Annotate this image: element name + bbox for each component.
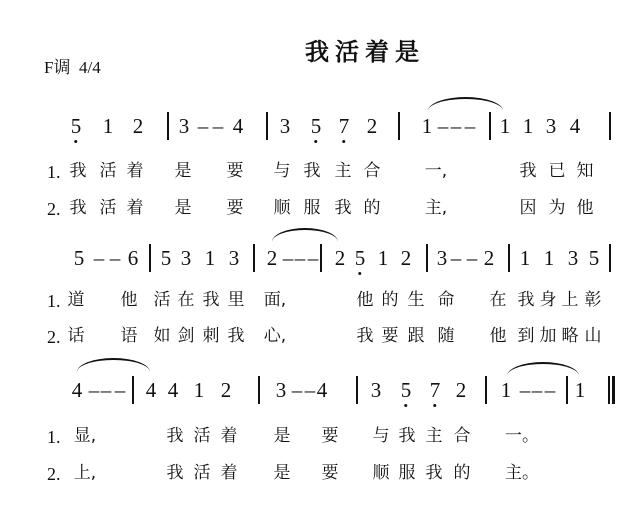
note: 1: [500, 378, 512, 402]
barline: [489, 112, 491, 140]
barline: [320, 244, 322, 272]
lyric-syllable: 活: [99, 198, 117, 218]
note: 7: [430, 380, 441, 401]
lyric-syllable: 活: [193, 426, 211, 446]
extension-dash: –: [450, 114, 462, 138]
lower-octave-dot: [434, 404, 437, 407]
verse-number: 2.: [47, 327, 61, 347]
extension-dash: –: [291, 378, 303, 402]
lyric-syllable: 跟: [407, 326, 425, 346]
barline: [485, 376, 487, 404]
lyric-syllable: 着: [126, 198, 144, 218]
barline: [258, 376, 260, 404]
lyric-syllable: 的: [363, 198, 381, 218]
tie-arc: [77, 358, 150, 372]
extension-dash: –: [304, 378, 316, 402]
lyric-syllable: 身: [539, 290, 557, 310]
lyric-syllable: 着: [220, 426, 238, 446]
lower-octave-dot: [405, 404, 408, 407]
lyric-syllable: 是: [174, 161, 192, 181]
lyric-syllable: 我: [517, 290, 535, 310]
extension-dash: –: [93, 246, 105, 270]
lyric-syllable: 一,: [424, 161, 448, 181]
lyric-syllable: 略: [561, 326, 579, 346]
time-signature: 4/4: [78, 58, 101, 77]
note: 2: [132, 114, 144, 138]
note: 3: [228, 246, 240, 270]
lyric-syllable: 与: [273, 161, 291, 181]
lyric-syllable: 为: [548, 198, 566, 218]
lyric-syllable: 合: [453, 426, 471, 446]
note: 3: [178, 114, 190, 138]
lyric-syllable: 里: [227, 290, 245, 310]
lyric-syllable: 主: [334, 161, 352, 181]
note: 1: [519, 246, 531, 270]
lyric-syllable: 主: [425, 426, 443, 446]
lyric-syllable: 我: [356, 326, 374, 346]
lyric-syllable: 服: [303, 198, 321, 218]
lower-octave-dot: [343, 140, 346, 143]
lyric-syllable: 活: [153, 290, 171, 310]
note: 3: [275, 378, 287, 402]
barline: [609, 112, 611, 140]
lyric-syllable: 语: [120, 326, 138, 346]
note: 2: [400, 246, 412, 270]
lyric-syllable: 加: [539, 326, 557, 346]
note: 2: [266, 246, 278, 270]
lyric-syllable: 我: [166, 426, 184, 446]
barline: [508, 244, 510, 272]
verse-number: 1.: [47, 427, 61, 447]
lyric-syllable: 显,: [73, 426, 97, 446]
extension-dash: –: [197, 114, 209, 138]
note: 3: [370, 378, 382, 402]
lyric-syllable: 他: [356, 290, 374, 310]
lyric-syllable: 他: [120, 290, 138, 310]
extension-dash: –: [114, 378, 126, 402]
note: 5: [311, 116, 322, 137]
lyric-syllable: 上: [561, 290, 579, 310]
lyric-syllable: 他: [576, 198, 594, 218]
verse-number: 1.: [47, 162, 61, 182]
tie-arc: [428, 97, 503, 111]
lyric-syllable: 要: [381, 326, 399, 346]
lyric-syllable: 顺: [273, 198, 291, 218]
lyric-syllable: 顺: [372, 463, 390, 483]
note: 4: [145, 378, 157, 402]
lyric-syllable: 我: [303, 161, 321, 181]
lower-octave-dot: [75, 140, 78, 143]
lyric-syllable: 我: [69, 198, 87, 218]
note: 4: [71, 378, 83, 402]
barline: [253, 244, 255, 272]
note: 4: [316, 378, 328, 402]
lyric-syllable: 要: [321, 426, 339, 446]
lyric-syllable: 主。: [505, 463, 539, 483]
note: 7: [339, 116, 350, 137]
barline: [167, 112, 169, 140]
barline: [566, 376, 568, 404]
lyric-syllable: 着: [126, 161, 144, 181]
lyric-syllable: 活: [99, 161, 117, 181]
note: 5: [160, 246, 172, 270]
lyric-syllable: 的: [453, 463, 471, 483]
lyric-syllable: 道: [67, 290, 85, 310]
note: 5: [355, 248, 366, 269]
lyric-syllable: 生: [407, 290, 425, 310]
extension-dash: –: [519, 378, 531, 402]
key-signature: F调: [44, 58, 71, 77]
final-barline: [608, 376, 610, 404]
lyric-syllable: 因: [519, 198, 537, 218]
note: 5: [588, 246, 600, 270]
tie-arc: [507, 362, 579, 376]
lyric-syllable: 到: [517, 326, 535, 346]
lyric-syllable: 剑: [177, 326, 195, 346]
extension-dash: –: [100, 378, 112, 402]
lyric-syllable: 要: [321, 463, 339, 483]
barline: [398, 112, 400, 140]
barline: [266, 112, 268, 140]
lyric-syllable: 知: [576, 161, 594, 181]
lyric-syllable: 命: [437, 290, 455, 310]
extension-dash: –: [450, 246, 462, 270]
extension-dash: –: [466, 246, 478, 270]
note: 4: [167, 378, 179, 402]
lyric-syllable: 话: [67, 326, 85, 346]
note: 3: [436, 246, 448, 270]
lyric-syllable: 他: [489, 326, 507, 346]
note: 6: [127, 246, 139, 270]
lyric-syllable: 我: [519, 161, 537, 181]
lyric-syllable: 我: [334, 198, 352, 218]
lyric-syllable: 一。: [505, 426, 539, 446]
note: 1: [543, 246, 555, 270]
note: 2: [455, 378, 467, 402]
key-and-time-signature: [44, 53, 101, 78]
extension-dash: –: [282, 246, 294, 270]
barline: [149, 244, 151, 272]
lyric-syllable: 我: [166, 463, 184, 483]
verse-number: 2.: [47, 464, 61, 484]
lyric-syllable: 要: [226, 198, 244, 218]
lower-octave-dot: [359, 272, 362, 275]
barline: [426, 244, 428, 272]
final-barline-thick: [612, 376, 615, 404]
note: 1: [522, 114, 534, 138]
verse-number: 1.: [47, 291, 61, 311]
barline: [356, 376, 358, 404]
note: 1: [377, 246, 389, 270]
lyric-syllable: 刺: [202, 326, 220, 346]
note: 1: [574, 378, 586, 402]
lyric-syllable: 是: [174, 198, 192, 218]
note: 3: [545, 114, 557, 138]
extension-dash: –: [464, 114, 476, 138]
extension-dash: –: [531, 378, 543, 402]
lyric-syllable: 我: [398, 426, 416, 446]
note: 1: [204, 246, 216, 270]
barline: [132, 376, 134, 404]
lyric-syllable: 彰: [584, 290, 602, 310]
lyric-syllable: 活: [193, 463, 211, 483]
lyric-syllable: 服: [398, 463, 416, 483]
note: 1: [421, 114, 433, 138]
note: 1: [499, 114, 511, 138]
lyric-syllable: 上,: [73, 463, 97, 483]
lyric-syllable: 主,: [424, 198, 448, 218]
lyric-syllable: 的: [381, 290, 399, 310]
verse-number: 2.: [47, 199, 61, 219]
tie-arc: [272, 228, 338, 242]
lyric-syllable: 在: [489, 290, 507, 310]
note: 2: [220, 378, 232, 402]
note: 1: [193, 378, 205, 402]
extension-dash: –: [88, 378, 100, 402]
note: 3: [567, 246, 579, 270]
lyric-syllable: 与: [372, 426, 390, 446]
note: 2: [483, 246, 495, 270]
note: 5: [401, 380, 412, 401]
extension-dash: –: [294, 246, 306, 270]
lyric-syllable: 是: [273, 426, 291, 446]
lyric-syllable: 已: [548, 161, 566, 181]
lyric-syllable: 我: [202, 290, 220, 310]
lyric-syllable: 我: [227, 326, 245, 346]
note: 3: [279, 114, 291, 138]
song-title: 我活着是: [305, 38, 425, 66]
lyric-syllable: 我: [425, 463, 443, 483]
lyric-syllable: 合: [363, 161, 381, 181]
note: 1: [102, 114, 114, 138]
extension-dash: –: [109, 246, 121, 270]
lower-octave-dot: [315, 140, 318, 143]
extension-dash: –: [437, 114, 449, 138]
note: 2: [334, 246, 346, 270]
note: 4: [569, 114, 581, 138]
extension-dash: –: [544, 378, 556, 402]
lyric-syllable: 要: [226, 161, 244, 181]
lyric-syllable: 着: [220, 463, 238, 483]
lyric-syllable: 如: [153, 326, 171, 346]
barline: [609, 244, 611, 272]
lyric-syllable: 面,: [263, 290, 287, 310]
note: 5: [73, 246, 85, 270]
lyric-syllable: 我: [69, 161, 87, 181]
note: 2: [366, 114, 378, 138]
lyric-syllable: 在: [177, 290, 195, 310]
lyric-syllable: 山: [584, 326, 602, 346]
note: 3: [180, 246, 192, 270]
lyric-syllable: 心,: [263, 326, 287, 346]
lyric-syllable: 是: [273, 463, 291, 483]
extension-dash: –: [212, 114, 224, 138]
note: 5: [71, 116, 82, 137]
note: 4: [232, 114, 244, 138]
lyric-syllable: 随: [437, 326, 455, 346]
extension-dash: –: [307, 246, 319, 270]
